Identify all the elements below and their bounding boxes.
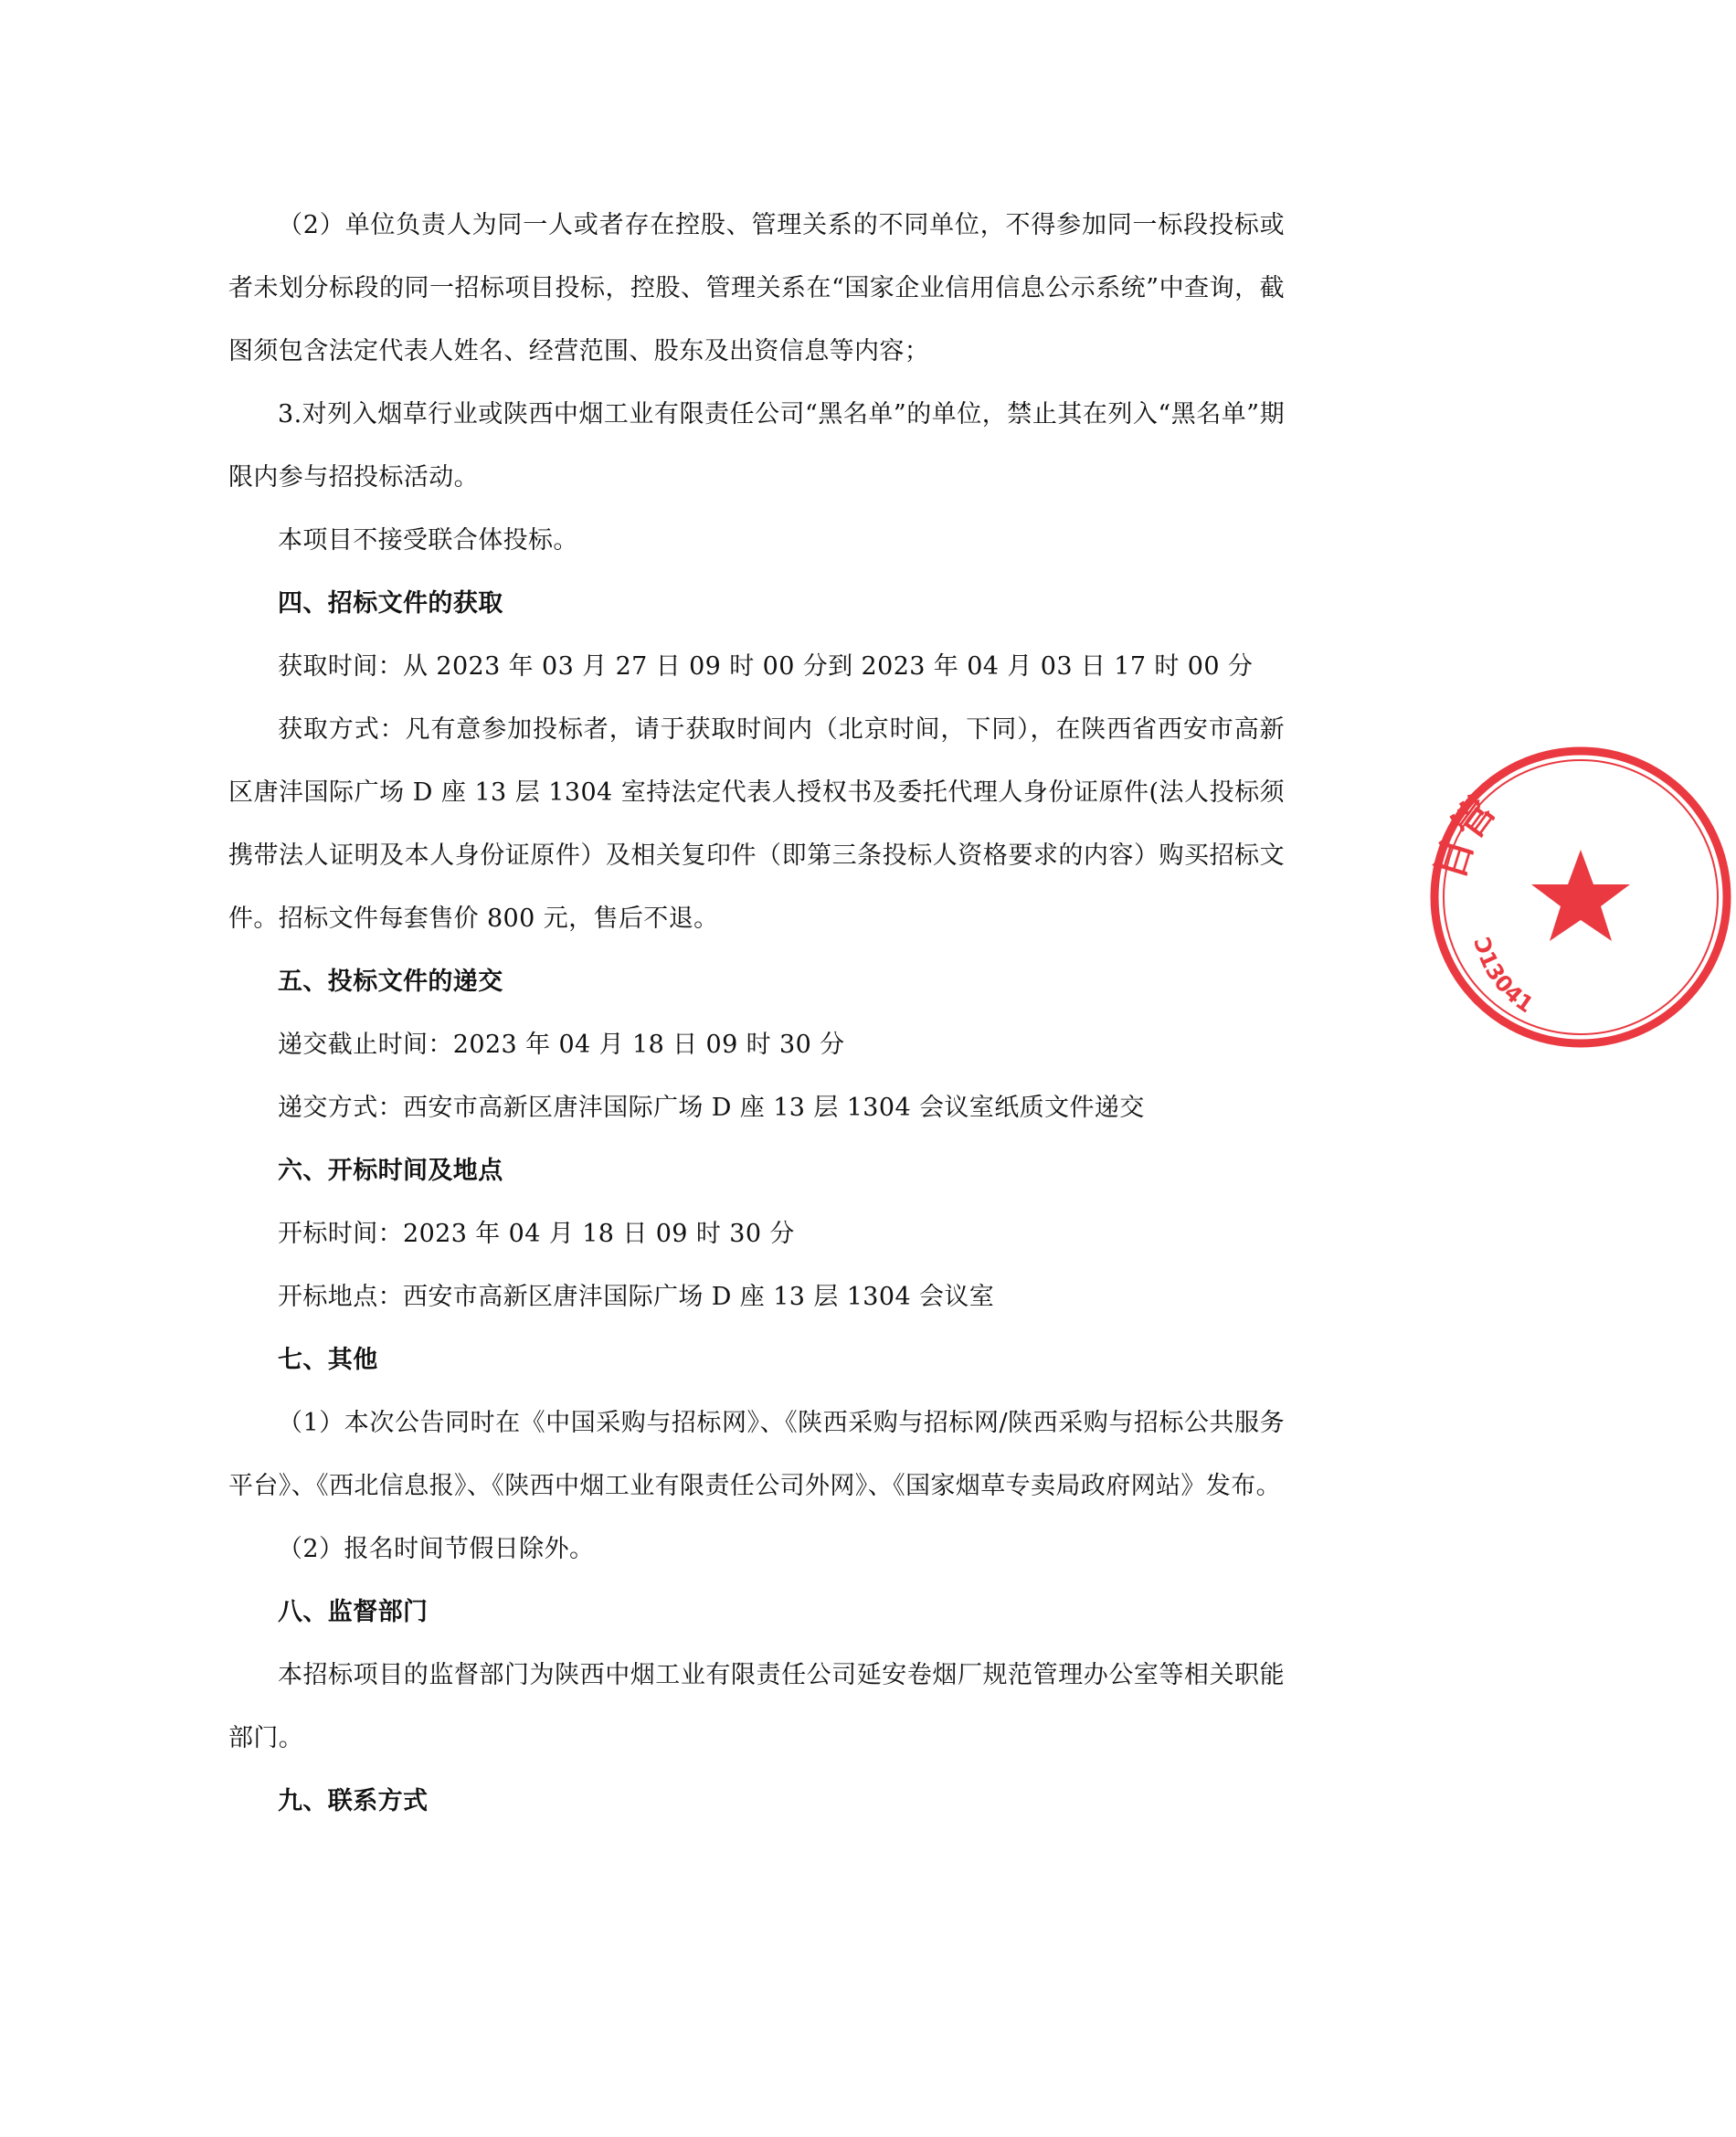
no-consortium-note: 本项目不接受联合体投标。 [278,526,578,555]
official-seal-stamp [1425,742,1736,1053]
section-heading-submission: 五、投标文件的递交 [278,968,503,996]
section-heading-other: 七、其他 [278,1346,378,1374]
other-item-2: （2）报名时间节假日除外。 [278,1535,595,1563]
other-item-1: （1）本次公告同时在《中国采购与招标网》、《陕西采购与招标网/陕西采购与招标公共服务平台》、《西北信息报》、《陕西中烟工业有限责任公司外网》、《国家烟草专卖局政府网站》发布。 [228,1409,1285,1500]
obtain-time: 获取时间：从 2023 年 03 月 27 日 09 时 00 分到 2023 年 04 月 03 日 17 时 00 分 [278,652,1254,681]
document-body [228,194,1285,1833]
supervision-text: 本招标项目的监督部门为陕西中烟工业有限责任公司延安卷烟厂规范管理办公室等相关职能部门。 [228,1661,1285,1752]
section-heading-contact: 九、联系方式 [278,1787,429,1815]
svg-text:目管 [1426,789,1505,885]
seal-arc-text: 目管 [1425,788,1506,885]
section-heading-supervision: 八、监督部门 [278,1598,429,1626]
submission-deadline: 递交截止时间：2023 年 04 月 18 日 09 时 30 分 [278,1031,845,1059]
qualification-item-2: （2）单位负责人为同一人或者存在控股、管理关系的不同单位，不得参加同一标段投标或者未划分标段的同一招标项目投标，控股、管理关系在“国家企业信用信息公示系统”中查询，截图须包含法定代表人姓名、经营范围、股东及出资信息等内容； [228,211,1285,365]
section-heading-bid-opening: 六、开标时间及地点 [278,1157,503,1185]
seal-number-text: Ɔ13041 [1468,934,1539,1019]
blacklist-clause: 3.对列入烟草行业或陕西中烟工业有限责任公司“黑名单”的单位，禁止其在列入“黑名单”期限内参与招投标活动。 [228,400,1285,492]
section-heading-obtain-documents: 四、招标文件的获取 [278,589,503,618]
submission-method: 递交方式：西安市高新区唐沣国际广场 D 座 13 层 1304 会议室纸质文件递交 [278,1094,1145,1122]
bid-opening-time: 开标时间：2023 年 04 月 18 日 09 时 30 分 [278,1220,795,1248]
seal-star-icon [1531,850,1630,941]
obtain-method: 获取方式：凡有意参加投标者，请于获取时间内（北京时间，下同），在陕西省西安市高新区唐沣国际广场 D 座 13 层 1304 室持法定代表人授权书及委托代理人身份证原件(法人投标须携带法人证明及本人身份证原件）及相关复印件（即第三条投标人资格要求的内容）购买招标文件。招标文件每套售价 800 元，售后不退。 [228,715,1285,933]
bid-opening-place: 开标地点：西安市高新区唐沣国际广场 D 座 13 层 1304 会议室 [278,1283,995,1311]
